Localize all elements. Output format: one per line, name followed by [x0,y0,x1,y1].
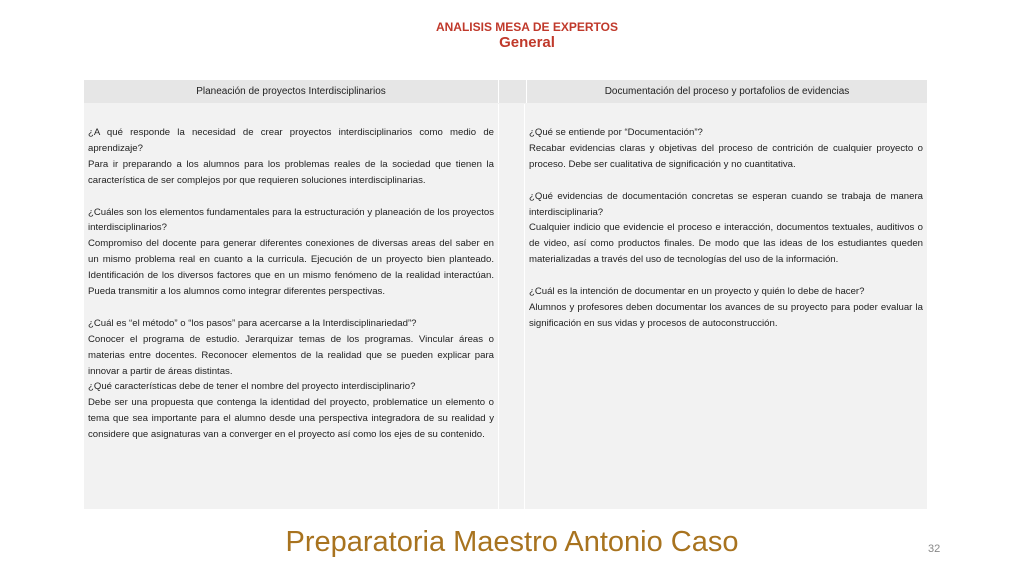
paragraph: ¿Qué se entiende por “Documentación”? [529,127,703,138]
paragraph: ¿A qué responde la necesidad de crear proyectos interdisciplinarios como medio de aprendizaje? [88,127,494,154]
header-spacer [498,80,527,103]
paragraph: ¿Qué características debe de tener el nombre del proyecto interdisciplinario? [88,381,416,393]
paragraph: ¿Qué evidencias de documentación concretas se esperan cuando se trabaja de manera interdisciplinaria? [529,190,923,218]
paragraph [88,189,494,205]
table-header-row [84,80,927,103]
table-body-row [84,104,927,509]
paragraph: ¿Cuál es “el método” o “los pasos” para acercarse a la Interdisciplinariedad”? [88,317,417,329]
header-planeacion: Planeación de proyectos Interdisciplinarios [84,80,498,103]
title-sub: General [499,34,555,51]
cell-documentacion [525,104,927,509]
paragraph [88,300,494,316]
title-main: ANALISIS MESA DE EXPERTOS [435,20,619,34]
cell-planeacion [84,104,498,509]
paragraph: Alumnos y profesores deben documentar los avances de su proyecto para poder evaluar la significación en sus vidas y procesos de autoconstrucción. [529,301,923,329]
paragraph: Para ir preparando a los alumnos para los problemas reales de la sociedad que tienen la característica de ser complejos por que requieren soluciones interdisciplinarias. [88,158,494,186]
page-number: 32 [928,543,941,555]
paragraph [529,268,923,284]
paragraph: Compromiso del docente para generar diferentes conexiones de diversas areas del saber en un mismo problema real en cuanto a la curricula. Ejecución de un proyecto bien planteado. Identificación de los diversos factores que en un mismo fenómeno de la realidad interactúan. Pueda transmitir a los alumnos como integrar diferentes perspectivas. [88,238,494,298]
paragraph: Debe ser una propuesta que contenga la identidad del proyecto, problematice un elemento o tema que sea importante para el alumno desde una perspectiva integradora de su realidad y considere que asignaturas van a converger en el proyecto así como los ejes de su contenido. [88,397,494,441]
cell-spacer [498,104,525,509]
paragraph: ¿Cuáles son los elementos fundamentales para la estructuración y planeación de los proyectos interdisciplinarios? [88,206,494,234]
paragraph [529,173,923,189]
paragraph: Conocer el programa de estudio. Jerarquizar temas de los programas. Vincular áreas o materias entre docentes. Reconocer elementos de la realidad que se pueden explicar para innovar a partir de áreas distintas. [88,333,494,377]
slide-title [0,20,1024,51]
paragraph: Cualquier indicio que evidencie el proceso e interacción, documentos textuales, auditivos o de video, así como productos finales. De modo que las ideas de los estudiantes queden materializadas a través del uso de tecnologías del uso de la información. [529,222,923,266]
header-documentacion: Documentación del proceso y portafolios de evidencias [527,80,927,103]
paragraph: ¿Cuál es la intención de documentar en un proyecto y quién lo debe de hacer? [529,286,865,298]
analysis-table [84,80,927,509]
paragraph: Recabar evidencias claras y objetivas del proceso de contrición de cualquier proyecto o proceso. Debe ser cualitativa de significación y no cuantitativa. [529,142,923,170]
footer-school-name: Preparatoria Maestro Antonio Caso [285,526,739,558]
